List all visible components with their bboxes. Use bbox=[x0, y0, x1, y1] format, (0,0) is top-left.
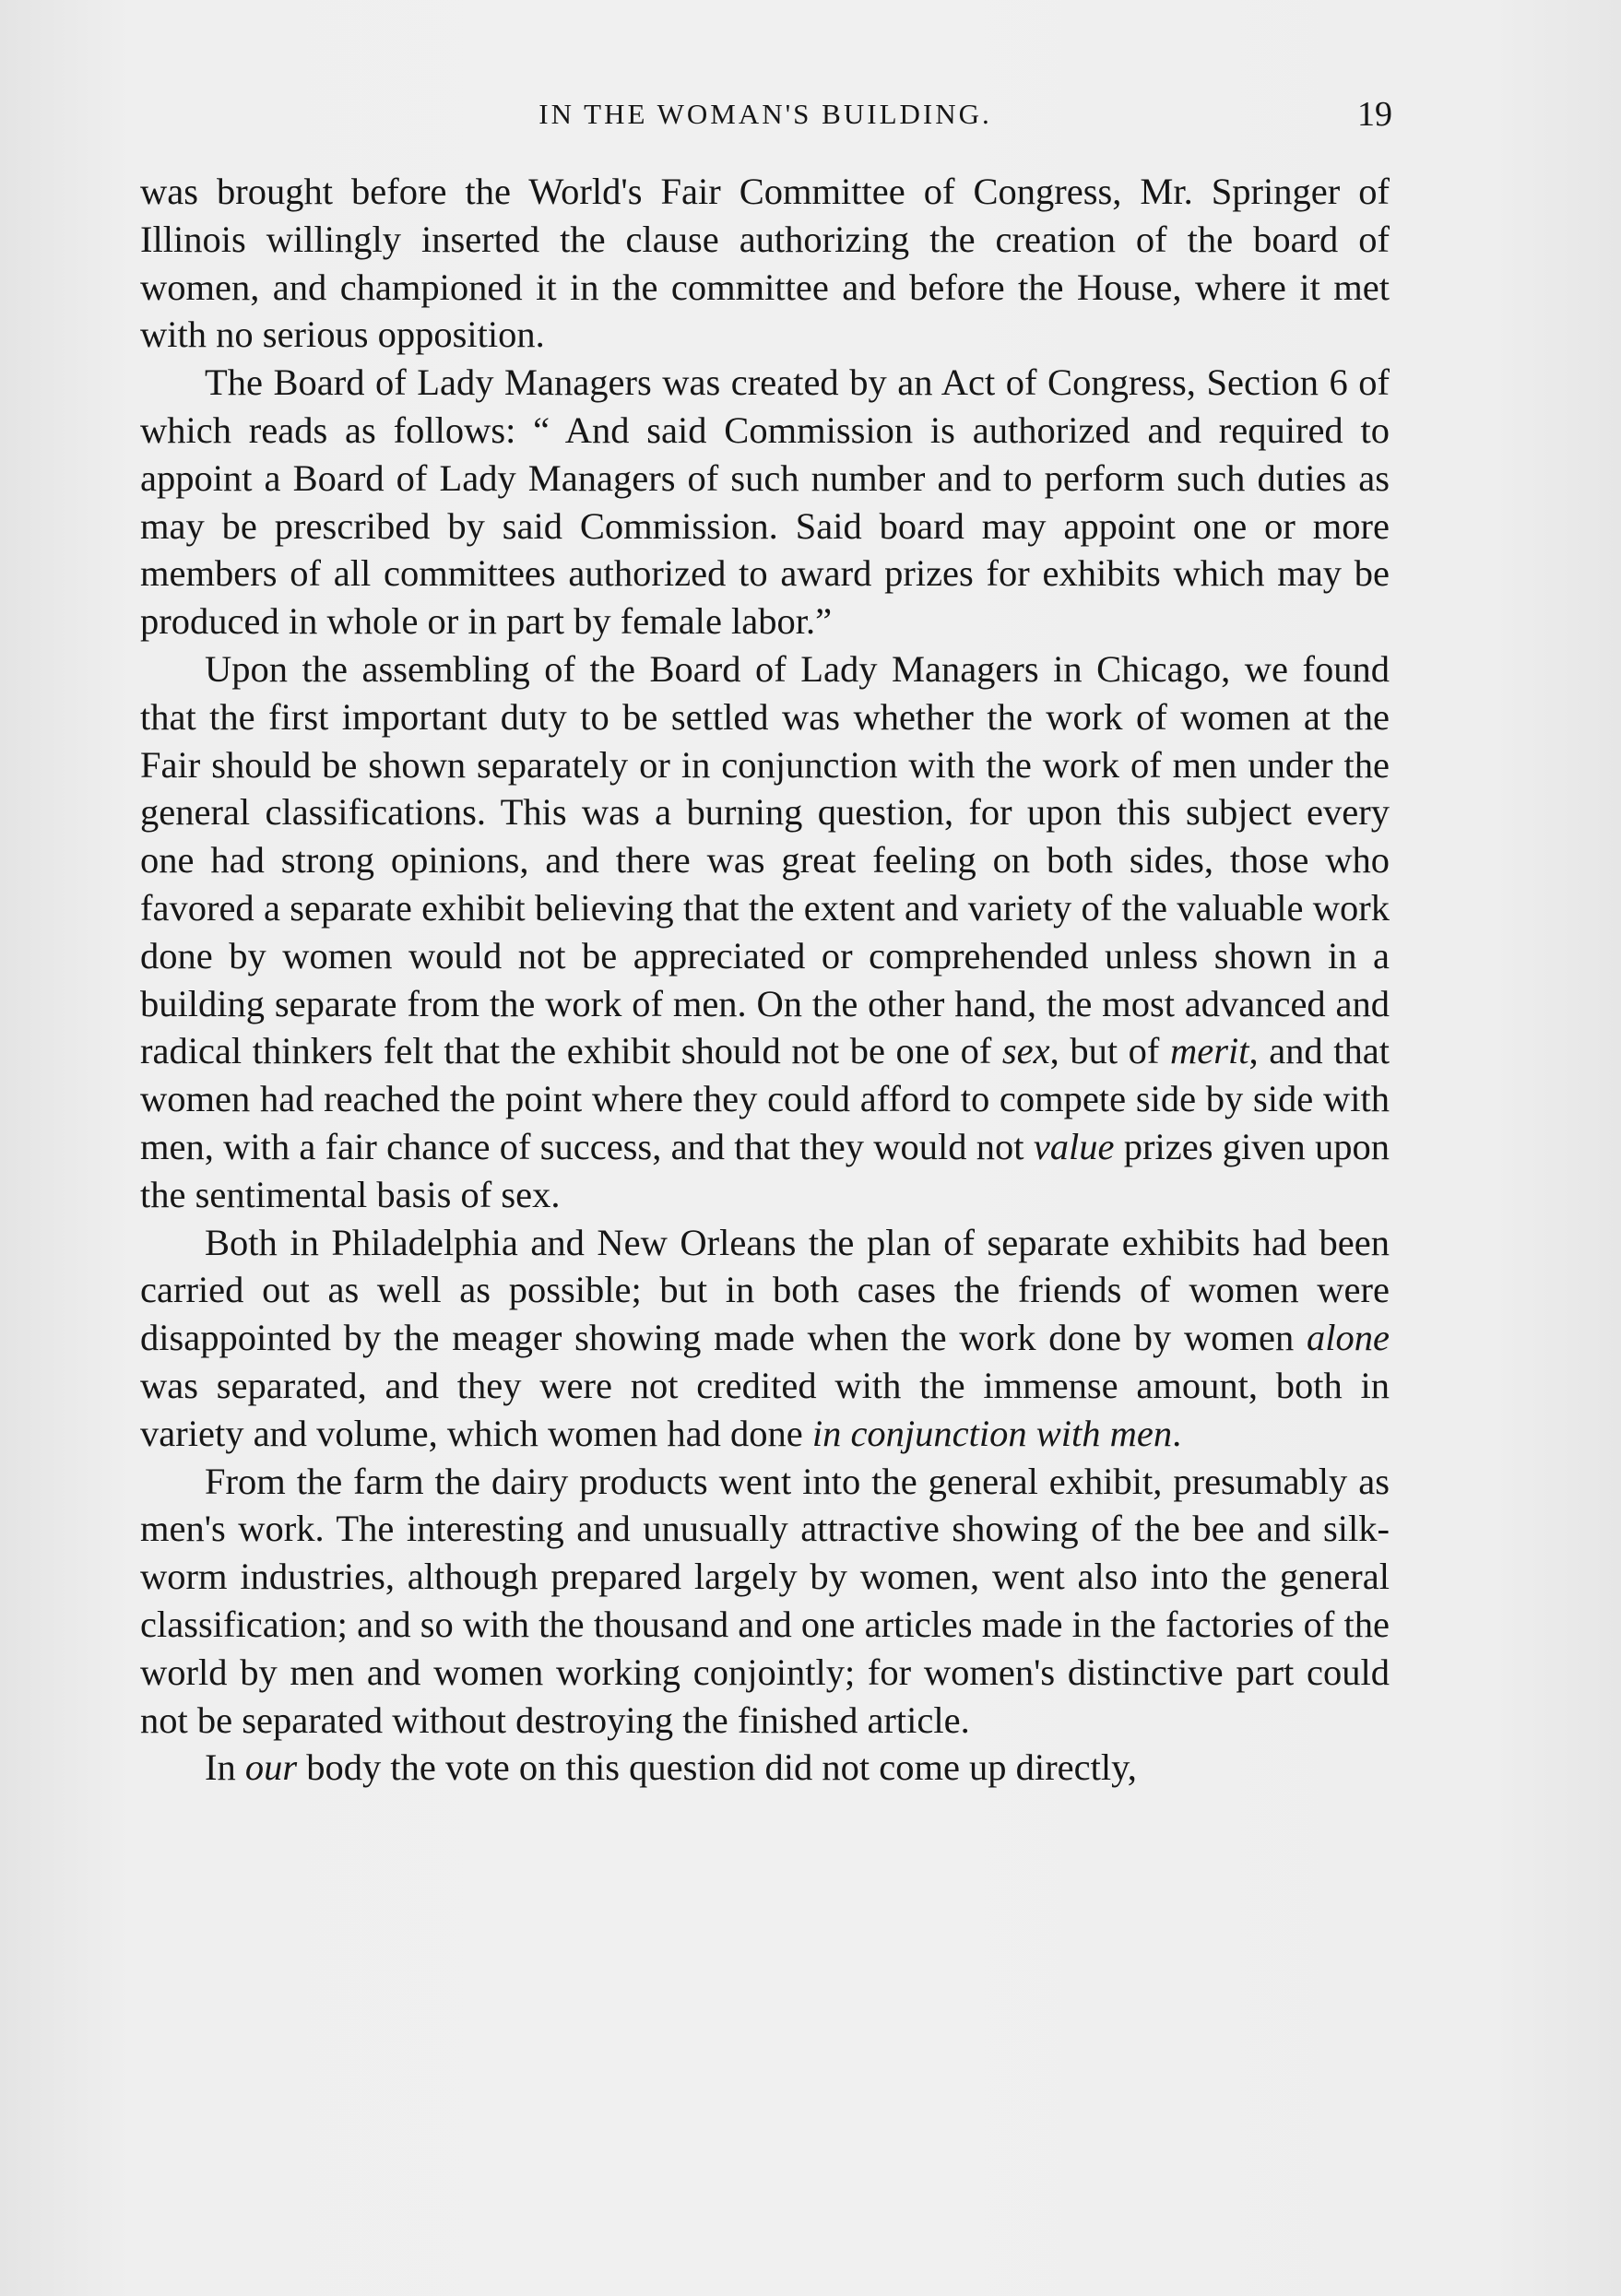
text-run: In bbox=[205, 1746, 245, 1789]
paragraph bbox=[140, 1744, 1390, 1792]
italic-text: in conjunction with men bbox=[811, 1412, 1173, 1454]
page-number: 19 bbox=[1357, 95, 1392, 134]
text-run: , but of bbox=[1049, 1030, 1170, 1072]
paragraph bbox=[140, 645, 1390, 1219]
text-run: The Board of Lady Managers was created by an Act of Congress, Section 6 of which reads as follows: “ And said Commission is authorized and required to appoint a Board of Lady Managers of such number and to perform such duties as may be prescribed by said Commission. Said board may appoint one or more members of all committees authorized to award prizes for exhibits which may be produced in whole or in part by female labor.” bbox=[140, 361, 1390, 643]
text-run: , and that women had reached the point where they could afford to compete side by side with men, with a fair chance of success, and that they would not bbox=[140, 1030, 1390, 1167]
text-run: was separated, and they were not credited with the immense amount, both in variety and volume, which women had done bbox=[140, 1364, 1390, 1454]
text-run: prizes given upon the sentimental basis of sex. bbox=[140, 1125, 1390, 1215]
paragraph bbox=[140, 359, 1390, 645]
text-run: Upon the assembling of the Board of Lady Managers in Chicago, we found that the first important duty to be settled was whether the work of women at the Fair should be shown separately or in conjunction with the work of men under the general classifications. This was a burning question, for upon this subject every one had strong opinions, and there was great feeling on both sides, those who favored a separate exhibit believing that the extent and variety of the valuable work done by women would not be appreciated or comprehended unless shown in a building separate from the work of men. On the other hand, the most advanced and radical thinkers felt that the exhibit should not be one of bbox=[140, 647, 1390, 1072]
text-run: body the vote on this question did not come up directly, bbox=[297, 1746, 1137, 1789]
italic-text: our bbox=[244, 1746, 298, 1789]
paragraph bbox=[140, 168, 1390, 359]
body-text bbox=[140, 168, 1390, 1792]
italic-text: merit bbox=[1169, 1030, 1249, 1072]
text-run: was brought before the World's Fair Committee of Congress, Mr. Springer of Illinois willingly inserted the clause authorizing the creation of the board of women, and championed it in the committee and before the House, where it met with no serious opposition. bbox=[140, 171, 1390, 356]
page-header bbox=[138, 94, 1392, 140]
paragraph bbox=[140, 1458, 1390, 1745]
italic-text: sex bbox=[1001, 1030, 1050, 1072]
text-run: From the farm the dairy products went into the general exhibit, presumably as men's work. The interesting and unusually attractive showing of the bee and silk-worm industries, although prepared largely by women, went also into the general classification; and so with the thousand and one articles made in the factories of the world by men and women working conjointly; for women's distinctive part could not be separated without destroying the finished article. bbox=[140, 1460, 1390, 1741]
italic-text: value bbox=[1033, 1125, 1115, 1167]
paragraph bbox=[140, 1219, 1390, 1458]
text-run: Both in Philadelphia and New Orleans the plan of separate exhibits had been carried out as well as possible; but in both cases the friends of women were disappointed by the meager showing made when the work done by women bbox=[140, 1221, 1390, 1359]
italic-text: alone bbox=[1307, 1317, 1390, 1359]
text-run: . bbox=[1172, 1412, 1182, 1454]
running-head: IN THE WOMAN'S BUILDING. bbox=[538, 98, 992, 130]
